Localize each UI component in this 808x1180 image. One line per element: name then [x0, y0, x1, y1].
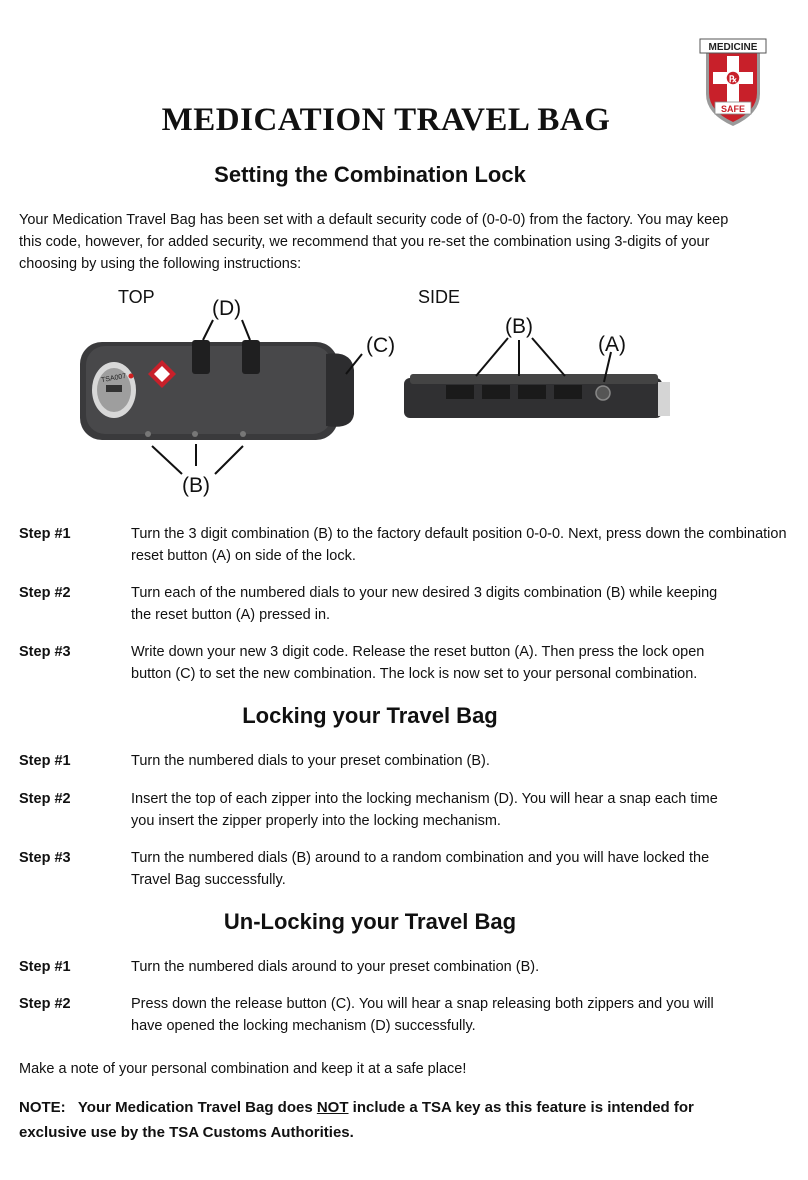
locking-step-1-text: [131, 750, 801, 772]
locking-step-3-text: [131, 847, 801, 891]
unlocking-step-2-text: [131, 993, 801, 1037]
note-line-2: exclusive use by the TSA Customs Authorities.: [19, 1124, 354, 1141]
side-view-lock: [404, 374, 670, 418]
note-emphasis: NOT: [316, 1099, 349, 1116]
step-line: Turn the numbered dials (B) around to a random combination and you will have locked the: [131, 850, 710, 866]
lock-engraving: TSA007: [100, 372, 127, 385]
tsa-note: [19, 1095, 719, 1145]
top-view-label: TOP: [118, 287, 155, 307]
step-line: Travel Bag successfully.: [131, 872, 286, 888]
step-line: Insert the top of each zipper into the locking mechanism (D). You will hear a snap each time: [131, 791, 718, 807]
callout-a: (A): [598, 333, 626, 356]
locking-step-2-text: [131, 788, 801, 832]
callout-c: (C): [366, 334, 396, 357]
setting-step-3-text: [131, 641, 801, 685]
side-view-label: SIDE: [418, 287, 461, 307]
note-prefix: NOTE: Your Medication Travel Bag does: [19, 1099, 317, 1116]
intro-line: this code, however, for added security, we recommend that you re-set the combination using 3-digits of your: [19, 234, 710, 250]
step-line: Turn the numbered dials to your preset combination (B).: [131, 753, 490, 769]
callout-d: (D): [212, 297, 242, 320]
locking-step-1-label: Step #1: [19, 753, 71, 769]
locking-step-3-label: Step #3: [19, 850, 71, 866]
intro-line: Your Medication Travel Bag has been set with a default security code of (0-0-0) from the factory. You may keep: [19, 212, 729, 228]
unlocking-heading: Un-Locking your Travel Bag: [223, 909, 517, 934]
setting-step-2-text: [131, 582, 801, 626]
top-view-lock: [80, 340, 354, 440]
step-line: you insert the zipper properly into the locking mechanism.: [131, 813, 501, 829]
setting-step-1-label: Step #1: [19, 526, 71, 542]
setting-heading: Setting the Combination Lock: [214, 162, 526, 187]
step-line: Write down your new 3 digit code. Release the reset button (A). Then press the lock open: [131, 644, 705, 660]
lock-diagram: [0, 284, 808, 504]
setting-step-1-text: [131, 523, 801, 567]
logo-bottom-text: SAFE: [720, 104, 746, 114]
setting-step-2-label: Step #2: [19, 585, 71, 601]
rx-symbol: ℞: [728, 74, 738, 84]
callout-b-side: (B): [505, 315, 533, 338]
logo-top-text: MEDICINE: [708, 42, 758, 53]
note-suffix: include a TSA key as this feature is intended for: [348, 1099, 694, 1116]
unlocking-step-1-text: [131, 956, 801, 978]
step-line: have opened the locking mechanism (D) successfully.: [131, 1018, 476, 1034]
unlocking-step-1-label: Step #1: [19, 959, 71, 975]
setting-step-3-label: Step #3: [19, 644, 71, 660]
step-line: the reset button (A) pressed in.: [131, 607, 331, 623]
intro-line: choosing by using the following instructions:: [19, 256, 302, 272]
step-line: Turn the 3 digit combination (B) to the factory default position 0-0-0. Next, press down the combination: [131, 526, 787, 542]
step-line: reset button (A) on side of the lock.: [131, 548, 356, 564]
step-line: Turn each of the numbered dials to your new desired 3 digits combination (B) while keeping: [131, 585, 718, 601]
intro-paragraph: [19, 209, 739, 275]
step-line: Turn the numbered dials around to your preset combination (B).: [131, 959, 540, 975]
closing-text: Make a note of your personal combination and keep it at a safe place!: [19, 1061, 467, 1077]
step-line: Press down the release button (C). You will hear a snap releasing both zippers and you will: [131, 996, 714, 1012]
unlocking-step-2-label: Step #2: [19, 996, 71, 1012]
callout-b-top: (B): [182, 474, 210, 497]
step-line: button (C) to set the new combination. The lock is now set to your personal combination.: [131, 666, 698, 682]
note-line-1: [19, 1095, 719, 1120]
locking-step-2-label: Step #2: [19, 791, 71, 807]
document-title: MEDICATION TRAVEL BAG: [161, 102, 611, 138]
locking-heading: Locking your Travel Bag: [242, 703, 498, 728]
